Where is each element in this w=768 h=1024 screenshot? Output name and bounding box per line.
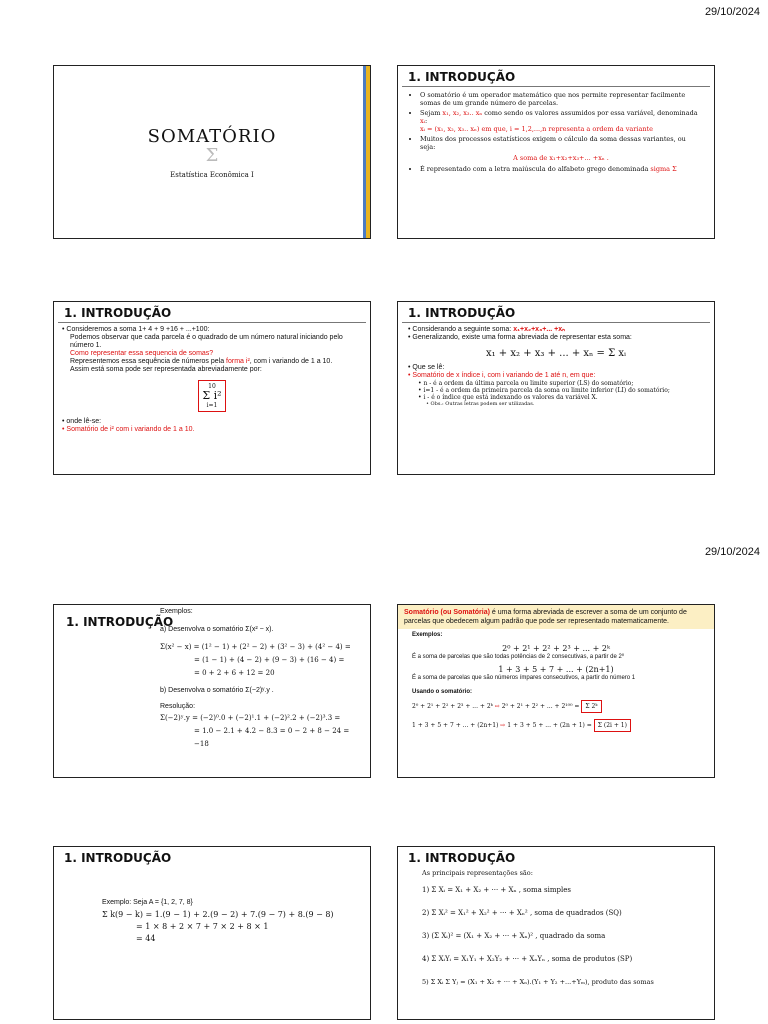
line-3: = 44 [136,934,156,943]
slide-6 [397,604,715,778]
bullet-2: • Sejam x₁, x₂, x₃.. xₙ como sendo os valores assumidos por essa variável, denominada xᵢ: xᵢ = (x₁, x₂, x₃.. xₙ) em que, i = 1,2,...,n representa a ordem da variante [420,109,702,133]
representation-1: 1) Σ Xᵢ = X₁ + X₂ + ··· + Xₙ , soma simples [422,886,571,894]
bullet-1: • Consideremos a soma 1+ 4 + 9 +16 + ...+100: [62,326,210,333]
page-date-mid: 29/10/2024 [704,546,760,558]
bullet-3: • Que se lê: [408,364,445,371]
definition-box: Somatório (ou Somatória) é uma forma abreviada de escrever a soma de um conjunto de parcelas que obedecem algum padrão que pode ser representado matematicamente. [398,605,714,629]
line-1: Σ k(9 − k) = 1.(9 − 1) + 2.(9 − 2) + 7.(9 − 7) + 8.(9 − 8) [102,910,334,919]
slide-title: 1. INTRODUÇÃO [58,302,366,323]
slide-8 [397,846,715,1020]
bullet-4: • É representado com a letra maiúscula do alfabeto grego denominada sigma Σ [420,165,702,173]
line-1: Σ(x² − x) = (1² − 1) + (2² − 2) + (3² − 3) + (4² − 4) = [160,643,351,651]
bullet-3: • Muitos dos processos estatísticos exigem o cálculo da soma dessas variantes, ou seja: A soma de x₁+x₂+x₃+... +xₙ . [420,135,702,162]
page-date-top: 29/10/2024 [704,6,760,18]
bullet-2: • Generalizando, existe uma forma abreviada de representar esta soma: [408,334,632,341]
representation-2: 2) Σ Xᵢ² = X₁² + X₂² + ··· + Xₙ² , soma de quadrados (SQ) [422,909,622,917]
representation-5: 5) Σ Xᵢ Σ Yⱼ = (X₁ + X₂ + ··· + Xₙ).(Y₁ + Y₂ +...+Yₘ), produto das somas [422,978,654,986]
bullet-7: • Somatório de i² com i variando de 1 a 10. [62,426,195,433]
slide-5 [53,604,371,778]
line-3: = 0 + 2 + 6 + 12 = 20 [194,669,275,677]
accent-bar-blue [363,66,366,238]
representation-4: 4) Σ XᵢYᵢ = X₁Y₁ + X₂Y₂ + ··· + XₙYₙ , soma de produtos (SP) [422,955,633,963]
bullet-2-definition: xᵢ = (x₁, x₂, x₃.. xₙ) em que, i = 1,2,...,n representa a ordem da variante [420,125,653,133]
sub-bullet-4: • Obs.: Outras letras podem ser utilizadas. [426,401,535,407]
bullet-6: • onde lê-se: [62,418,102,425]
using-label: Usando o somatório: [412,689,473,695]
usage-1: 2⁰ + 2¹ + 2² + 2³ + ... + 2ᵏ ⇨ 2⁰ + 2¹ + 2² + ... + 2¹⁰⁰ = Σ 2ᵏ [412,700,700,713]
slide-2 [397,65,715,239]
bullet-3-sum: A soma de x₁+x₂+x₃+... +xₙ . [513,154,609,162]
accent-bar-gold [366,66,370,238]
example-1: 2⁰ + 2¹ + 2² + 2³ + ... + 2ᵏ [502,644,610,653]
example-2-text: É a soma de parcelas que são números ímpares consecutivos, a partir do número 1 [412,675,636,681]
slide-3 [53,301,371,475]
arrow-right-icon: ⇨ [500,722,506,729]
slide-title: 1. INTRODUÇÃO [64,851,172,865]
usage-2: 1 + 3 + 5 + 7 + ... + (2n+1) ⇨ 1 + 3 + 5 + ... + (2n + 1) = Σ (2i + 1) [412,719,700,732]
line-4: Σ(−2)ʸ.y = (−2)⁰.0 + (−2)¹.1 + (−2)².2 + (−2)³.3 = [160,714,341,722]
resolution-label: Resolução: [160,703,196,710]
subtitle: Estatística Econômica I [170,171,254,179]
intro: As principais representações são: [422,869,533,877]
exercise-b: b) Desenvolva o somatório Σ(−2)ʸ.y . [160,687,274,694]
line-2: = 1 × 8 + 2 × 7 + 7 × 2 + 8 × 1 [136,922,269,931]
bullet-4: • Somatório de x índice i, com i variando de 1 até n, em que: [408,372,596,379]
examples-label: Exemplos: [412,632,443,638]
line-2: = (1 − 1) + (4 − 2) + (9 − 3) + (16 − 4) = [194,656,345,664]
representation-3: 3) (Σ Xᵢ)² = (X₁ + X₂ + ··· + Xₙ)² , quadrado da soma [422,932,606,940]
slide-title: 1. INTRODUÇÃO [408,851,516,865]
slide-title: 1. INTRODUÇÃO [402,302,710,323]
sub-bullet-3: • i - é o índice que está indexando os valores da variável X. [418,394,598,401]
exercise-a: a) Desenvolva o somatório Σ(x² − x). [160,626,274,633]
example-label: Exemplo: Seja A = {1, 2, 7, 8} [102,899,193,906]
sub-bullet-2: • i=1 - é a ordem da primeira parcela da soma ou limite inferior (LI) do somatório; [418,387,670,394]
examples-label: Exemplos: [160,608,193,615]
general-formula: x₁ + x₂ + x₃ + ... + xₙ = Σ xᵢ [485,348,627,359]
slide-4 [397,301,715,475]
bullet-3: Como representar essa sequencia de somas? [70,350,214,357]
line-5: = 1.0 − 2.1 + 4.2 − 8.3 = 0 − 2 + 8 − 24 = −18 [194,727,350,748]
sigma-icon: Σ [205,145,219,166]
arrow-right-icon: ⇨ [494,703,500,710]
sub-bullet-1: • n - é a ordem da última parcela ou limite superior (LS) do somatório; [418,380,634,387]
slide-7 [53,846,371,1020]
formula-box: 10 Σ i² i=1 [198,380,225,412]
title-text: SOMATÓRIO [147,126,277,147]
example-1-text: É a soma de parcelas que são todas potências de 2 consecutivas, a partir de 2⁰ [412,654,625,660]
slide-1 [53,65,371,239]
slide-title: 1. INTRODUÇÃO [66,615,174,629]
bullet-1: • Considerando a seguinte soma: x₁+x₂+x₃+... +xₙ [408,326,565,333]
bullet-2: Podemos observar que cada parcela é o quadrado de um número natural iniciando pelo número 1. [70,334,343,349]
bullet-5: Assim está soma pode ser representada abreviadamente por: [70,366,262,373]
slide-title: 1. INTRODUÇÃO [402,66,710,87]
example-2: 1 + 3 + 5 + 7 + ... + (2n+1) [498,665,614,674]
bullet-4: Representemos essa sequência de números pela forma i², com i variando de 1 a 10. [70,358,333,365]
bullet-1: • O somatório é um operador matemático que nos permite representar facilmente somas de um grande número de parcelas. [420,91,702,107]
